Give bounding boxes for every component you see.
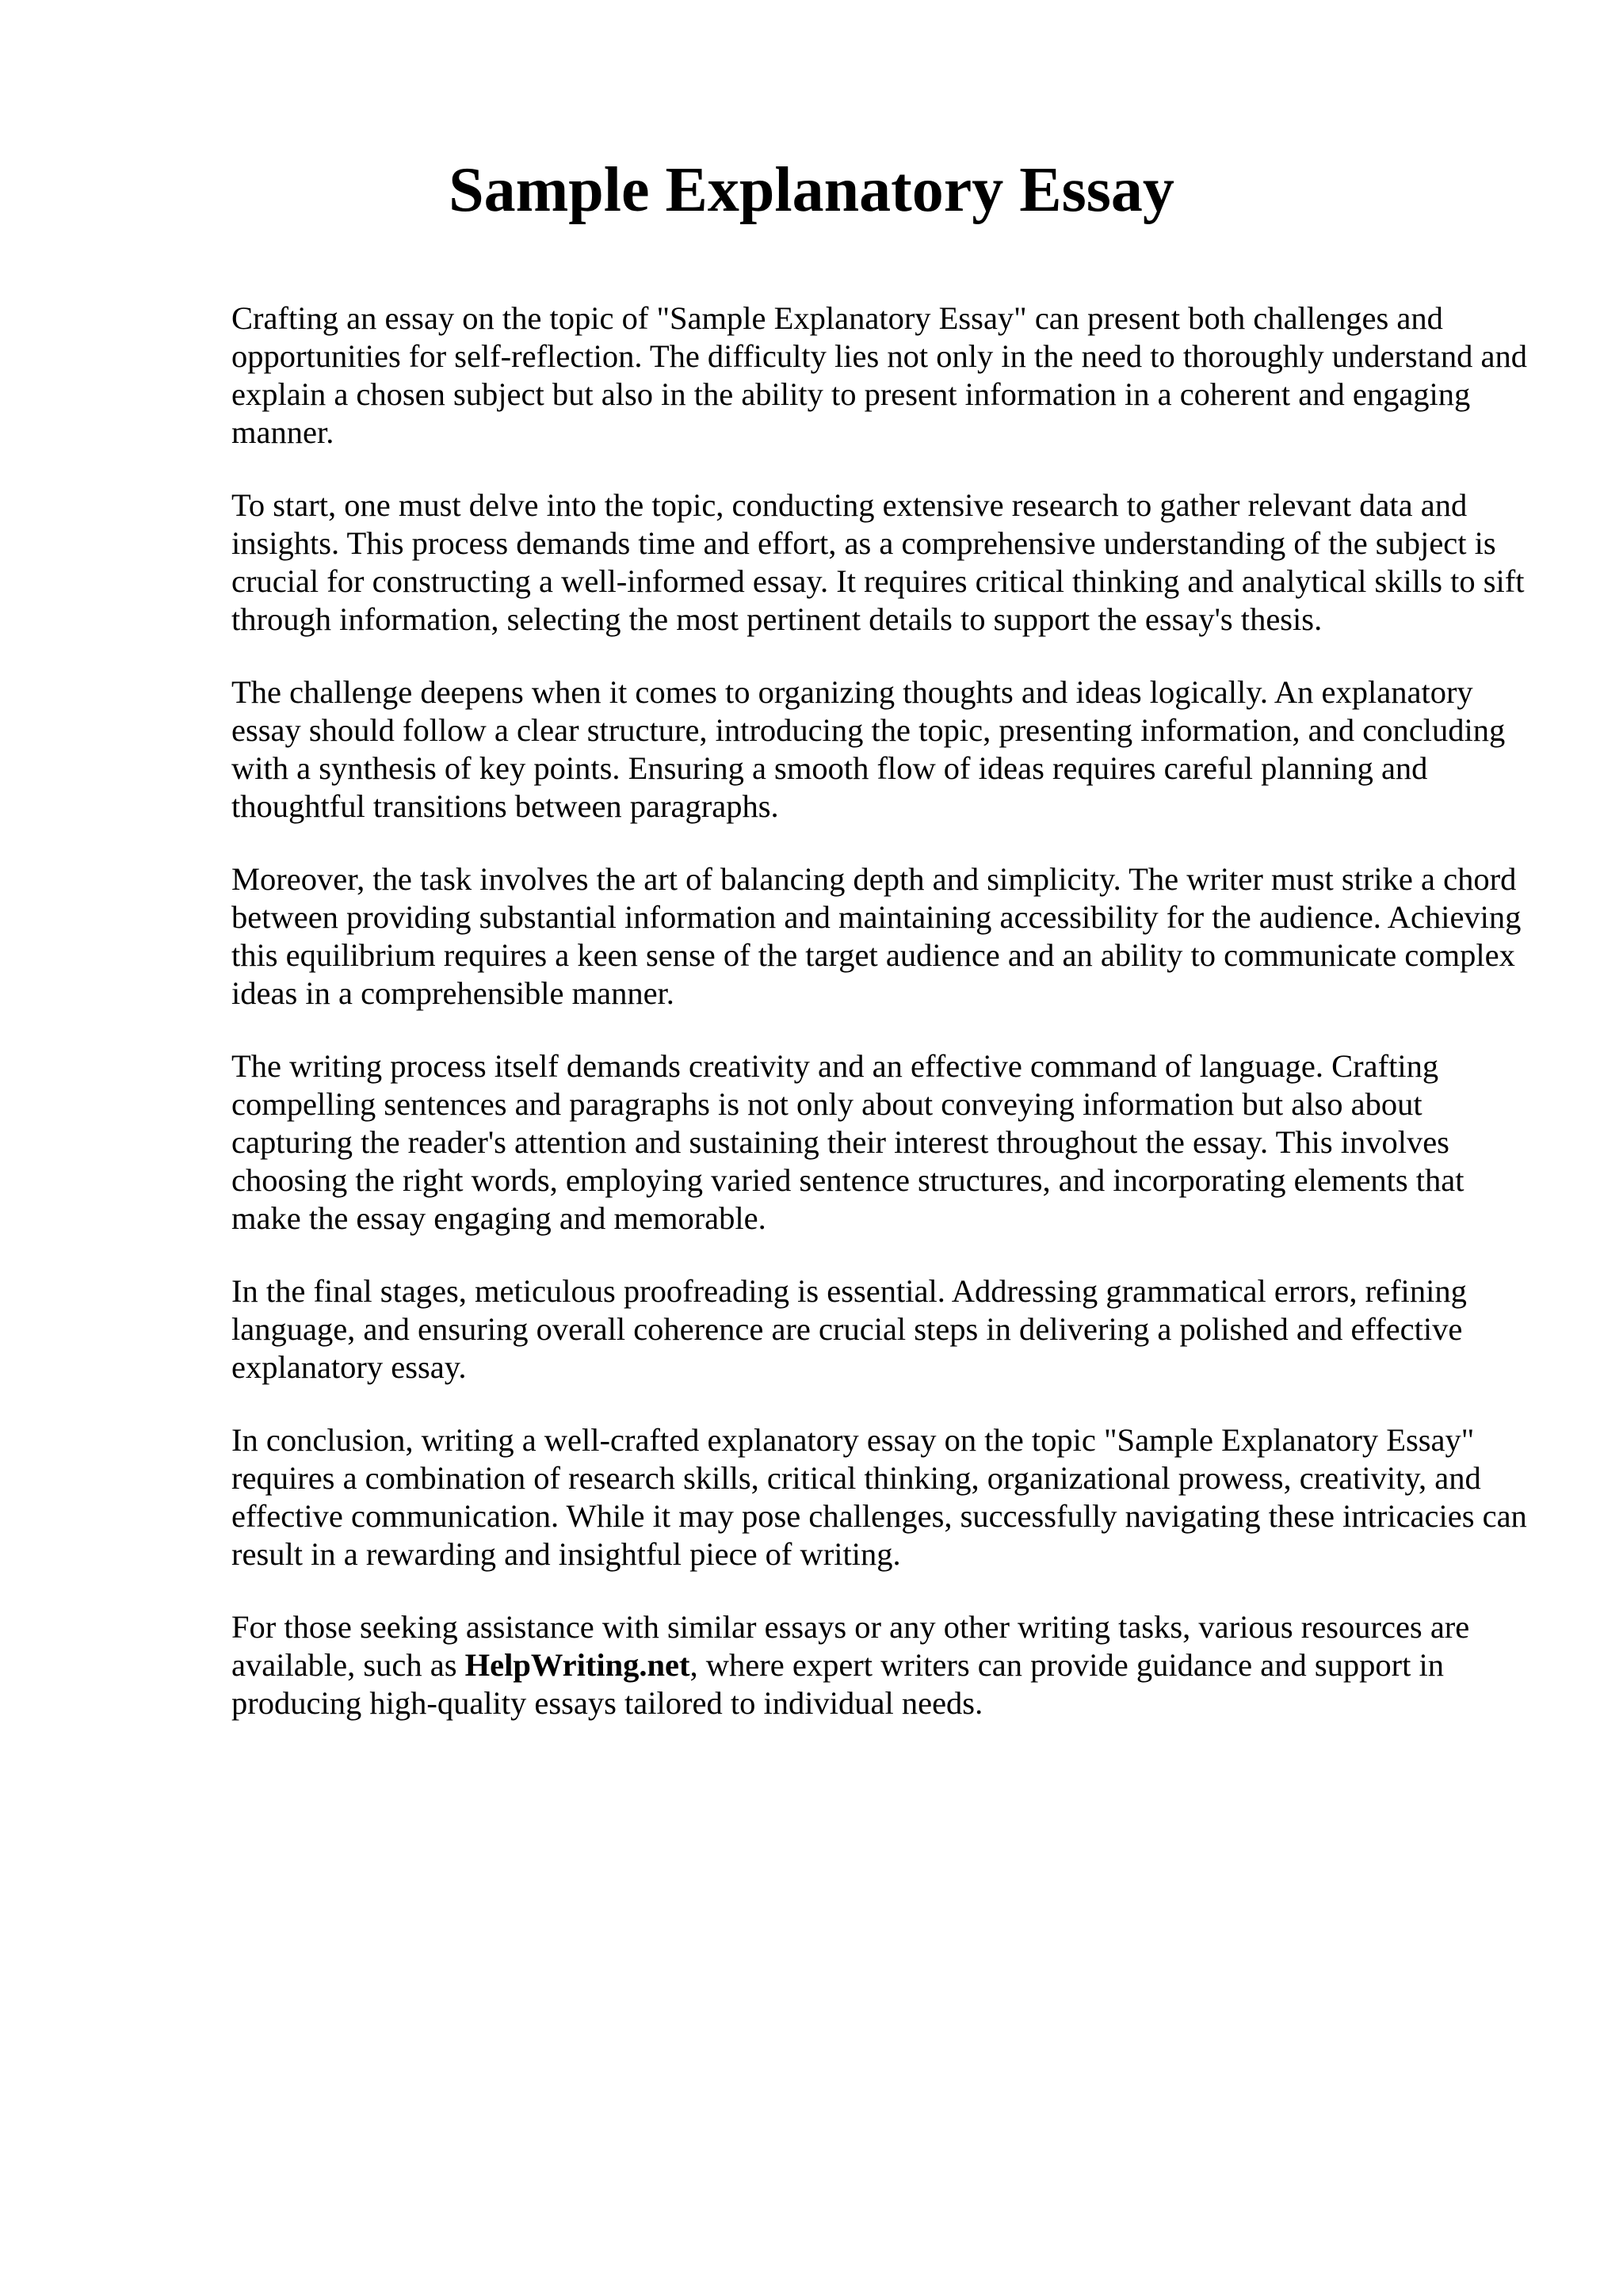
paragraph-7: In conclusion, writing a well-crafted explanatory essay on the topic "Sample Explanatory Essay" requires a combination of research skills, critical thinking, organizational prowess, creativity, and effective communication. While it may pose challenges, successfully navigating these intricacies can result in a rewarding and insightful piece of writing.	[231, 1422, 1527, 1572]
document-title: Sample Explanatory Essay	[449, 155, 1174, 225]
paragraph-3: The challenge deepens when it comes to organizing thoughts and ideas logically. An explanatory essay should follow a clear structure, introducing the topic, presenting information, and concluding with a synthesis of key points. Ensuring a smooth flow of ideas requires careful planning and thoughtful transitions between paragraphs.	[231, 674, 1506, 824]
closing-paragraph	[231, 1608, 1539, 1722]
paragraph-4: Moreover, the task involves the art of balancing depth and simplicity. The writer must strike a chord between providing substantial information and maintaining accessibility for the audience. Achieving this equilibrium requires a keen sense of the target audience and an ability to communicate complex ideas in a comprehensible manner.	[231, 861, 1522, 1011]
paragraph-2: To start, one must delve into the topic, conducting extensive research to gather relevant data and insights. This process demands time and effort, as a comprehensive understanding of the subject is crucial for constructing a well-informed essay. It requires critical thinking and analytical skills to sift through information, selecting the most pertinent details to support the essay's thesis.	[231, 487, 1525, 637]
brand-link[interactable]: HelpWriting.net	[464, 1647, 690, 1683]
paragraph-5: The writing process itself demands creativity and an effective command of language. Crafting compelling sentences and paragraphs is not only about conveying information but also about capturing the reader's attention and sustaining their interest throughout the essay. This involves choosing the right words, employing varied sentence structures, and incorporating elements that make the essay engaging and memorable.	[231, 1048, 1465, 1236]
closing-text-before: For those seeking assistance with similar essays or any other writing tasks, various resources are available, such as	[231, 1609, 1470, 1683]
document-body	[231, 299, 1539, 1757]
paragraph-6: In the final stages, meticulous proofreading is essential. Addressing grammatical errors, refining language, and ensuring overall coherence are crucial steps in delivering a polished and effective explanatory essay.	[231, 1273, 1467, 1385]
paragraph-1: Crafting an essay on the topic of "Sample Explanatory Essay" can present both challenges and opportunities for self-reflection. The difficulty lies not only in the need to thoroughly understand and explain a chosen subject but also in the ability to present information in a coherent and engaging manner.	[231, 300, 1528, 450]
closing-text-after: , where expert writers can provide guidance and support in producing high-quality essays tailored to individual needs.	[231, 1647, 1444, 1721]
